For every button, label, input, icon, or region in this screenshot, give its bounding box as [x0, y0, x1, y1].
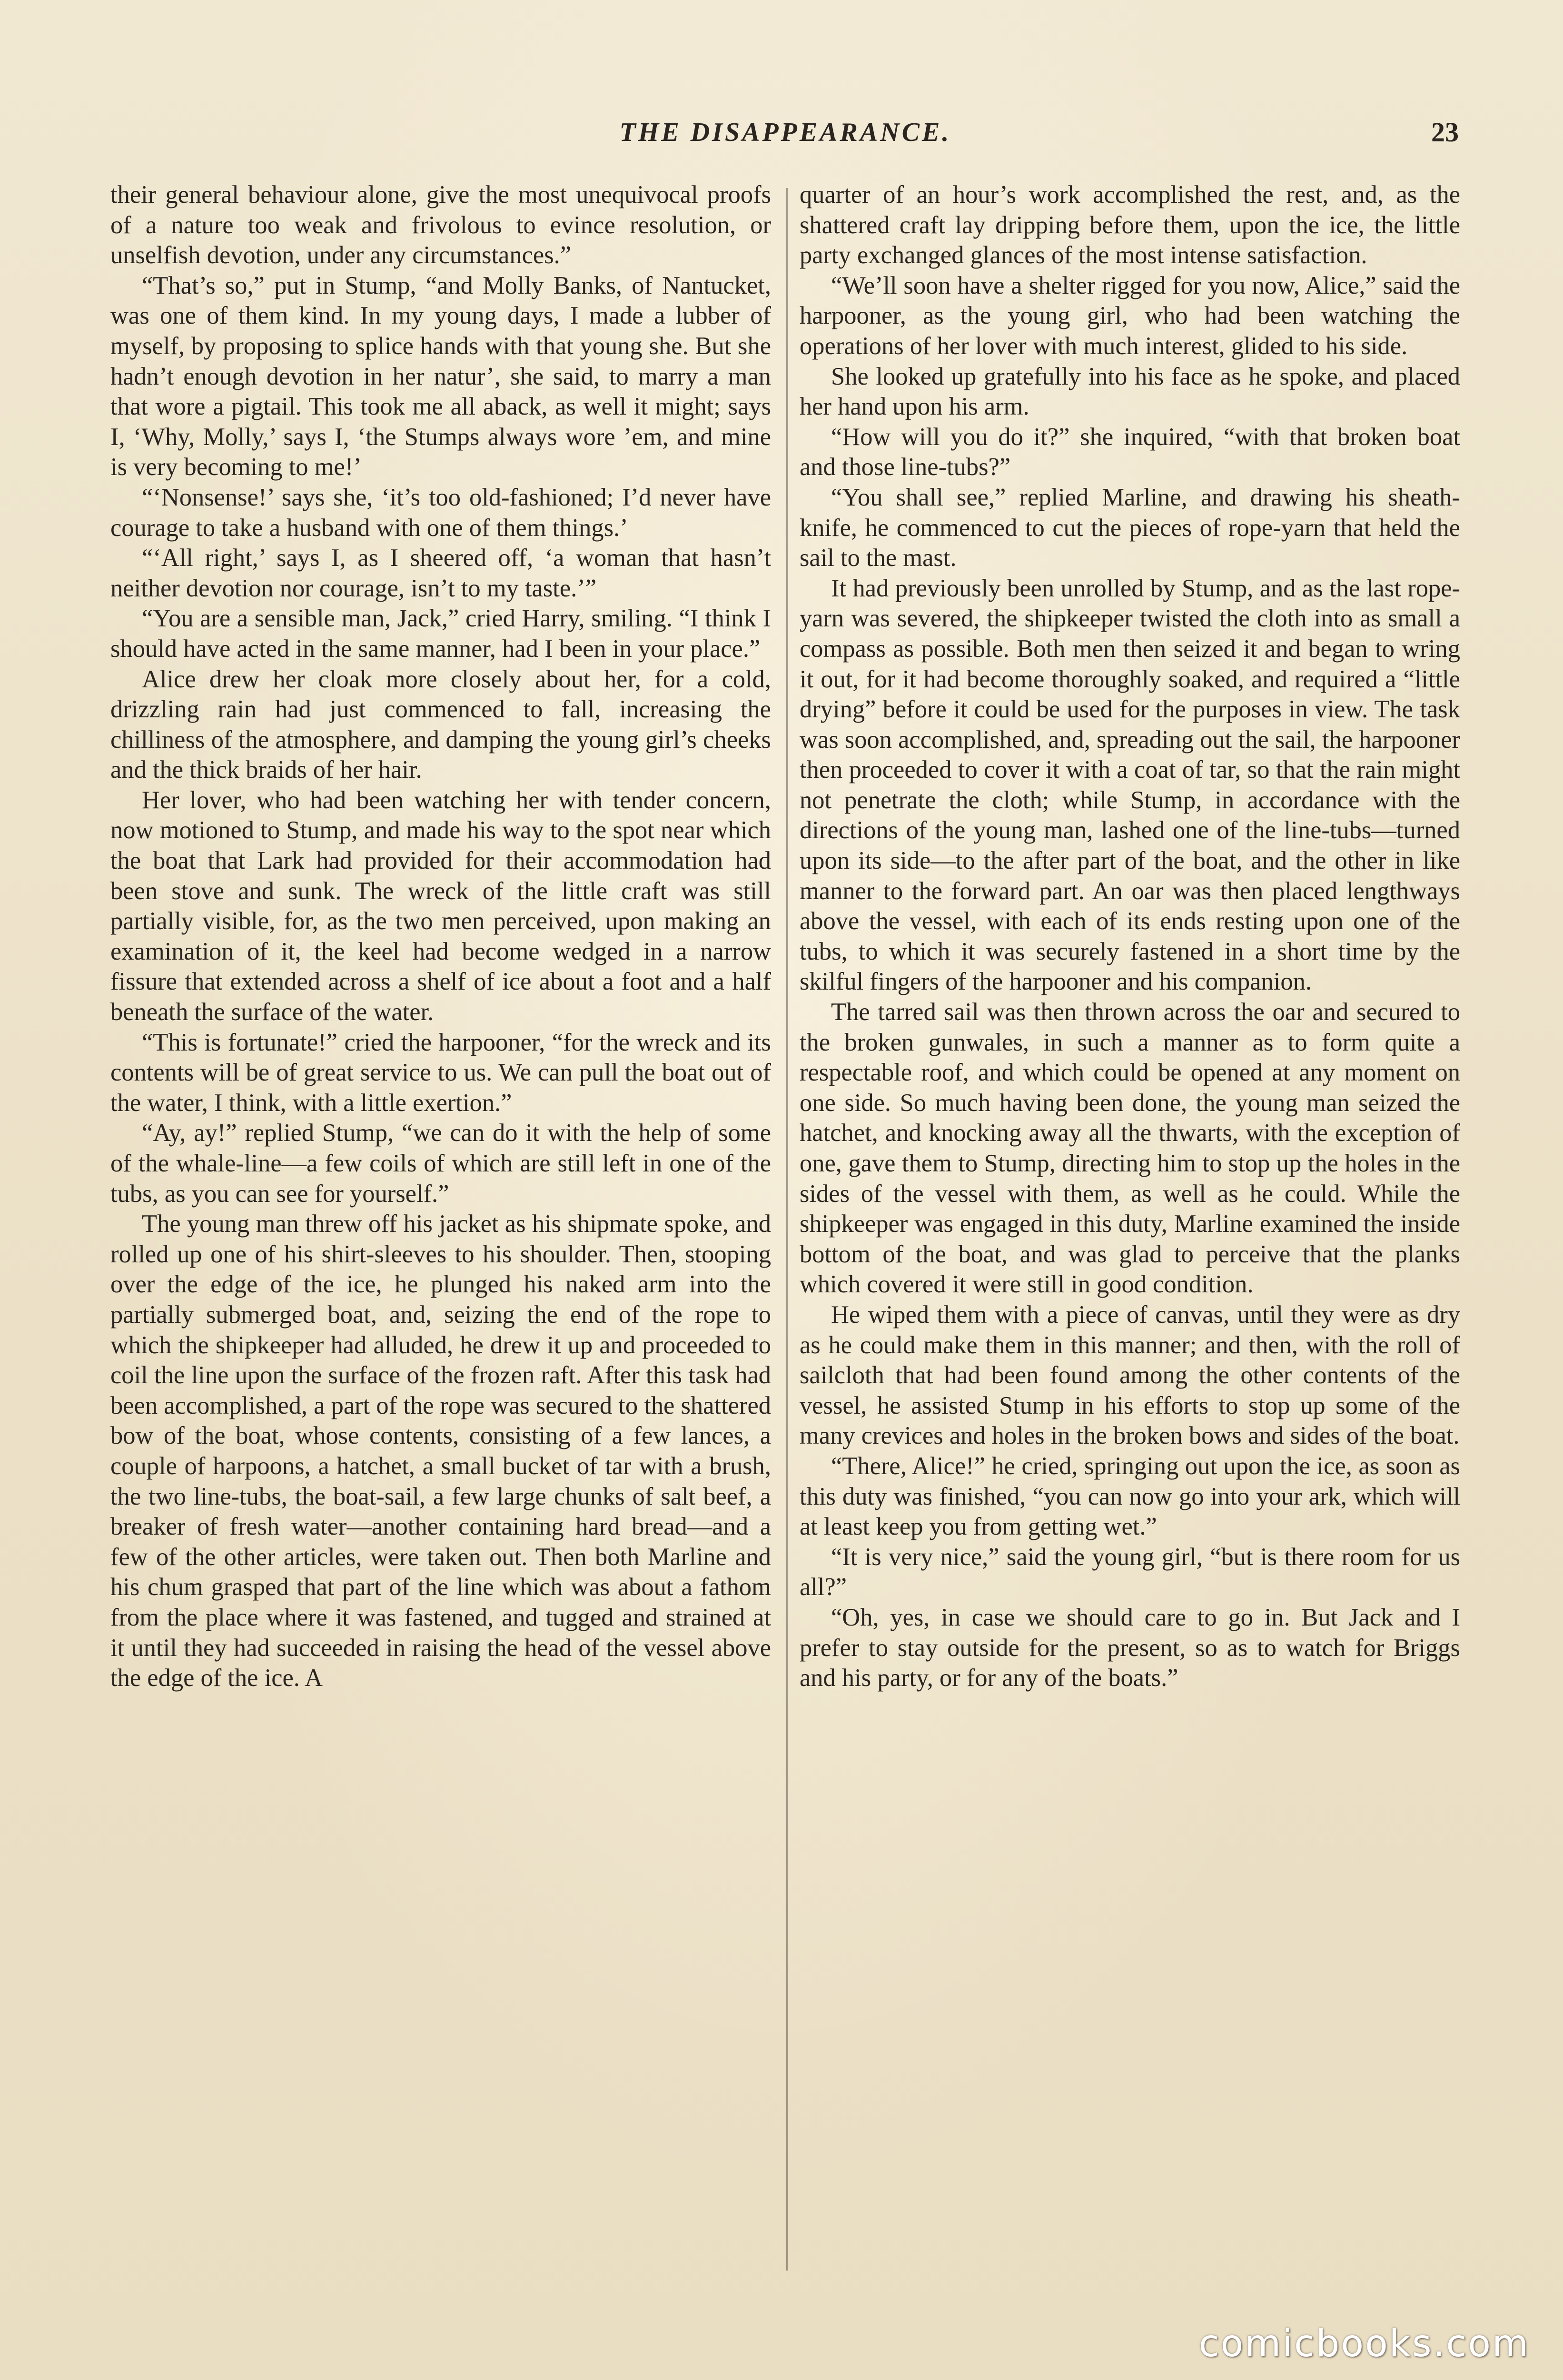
paragraph: quarter of an hour’s work accomplished the rest, and, as the shattered craft lay dripping before them, upon the ice, the little party exchanged glances of the most intense satisfaction.	[800, 181, 1460, 269]
paragraph: Her lover, who had been watching her with tender concern, now motioned to Stump, and made his way to the spot near which the boat that Lark had provided for their accommodation had been stove and sunk. The wreck of the little craft was still partially visible, for, as the two men perceived, upon making an examination of it, the keel had become wedged in a narrow fissure that extended across a shelf of ice about a foot and a half beneath the surface of the water.	[110, 786, 771, 1026]
paragraph: It had previously been unrolled by Stump, and as the last rope-yarn was severed, the shipkeeper twisted the cloth into as small a compass as possible. Both men then seized it and began to wring it out, for it had become thoroughly soaked, and required a “little drying” before it could be used for the purposes in view. The task was soon accomplished, and, spreading out the sail, the harpooner then proceeded to cover it with a coat of tar, so that the rain might not penetrate the cloth; while Stump, in accordance with the directions of the young man, lashed one of the line-tubs—turned upon its side—to the after part of the boat, and the other in like manner to the forward part. An oar was then placed lengthways above the vessel, with each of its ends resting upon one of the tubs, to which it was securely fastened in a short time by the skilful fingers of the harpooner and his companion.	[800, 574, 1460, 996]
paragraph: “That’s so,” put in Stump, “and Molly Banks, of Nantucket, was one of them kind. In my young days, I made a lubber of myself, by proposing to splice hands with that young she. But she hadn’t enough devotion in her natur’, she said, to marry a man that wore a pigtail. This took me all aback, as well it might; says I, ‘Why, Molly,’ says I, ‘the Stumps always wore ’em, and mine is very becoming to me!’	[110, 271, 771, 481]
column-divider	[786, 188, 788, 2271]
paragraph: “We’ll soon have a shelter rigged for you now, Alice,” said the harpooner, as the young girl, who had been watching the operations of her lover with much interest, glided to his side.	[800, 271, 1460, 360]
paragraph: The tarred sail was then thrown across the oar and secured to the broken gunwales, in such a manner as to form quite a respectable roof, and which could be opened at any moment on one side. So much having been done, the young man seized the hatchet, and knocking away all the thwarts, with the exception of one, gave them to Stump, directing him to stop up the holes in the sides of the vessel with them, as well as he could. While the shipkeeper was engaged in this duty, Marline examined the inside bottom of the boat, and was glad to perceive that the planks which covered it were still in good condition.	[800, 998, 1460, 1299]
paragraph: “This is fortunate!” cried the harpooner, “for the wreck and its contents will be of great service to us. We can pull the boat out of the water, I think, with a little exertion.”	[110, 1028, 771, 1117]
paragraph: “How will you do it?” she inquired, “with that broken boat and those line-tubs?”	[800, 423, 1460, 481]
paragraph: “‘All right,’ says I, as I sheered off, ‘a woman that hasn’t neither devotion nor courage, isn’t to my taste.’”	[110, 544, 771, 602]
page-number: 23	[1431, 117, 1459, 148]
paragraph: “You shall see,” replied Marline, and drawing his sheath-knife, he commenced to cut the pieces of rope-yarn that held the sail to the mast.	[800, 483, 1460, 572]
page-header	[112, 113, 1459, 156]
paragraph: The young man threw off his jacket as his shipmate spoke, and rolled up one of his shirt-sleeves to his shoulder. Then, stooping over the edge of the ice, he plunged his naked arm into the partially submerged boat, and, seizing the end of the rope to which the shipkeeper had alluded, he drew it up and proceeded to coil the line upon the surface of the frozen raft. After this task had been accomplished, a part of the rope was secured to the shattered bow of the boat, whose contents, consisting of a few lances, a couple of harpoons, a hatchet, a small bucket of tar with a brush, the two line-tubs, the boat-sail, a few large chunks of salt beef, a breaker of fresh water—another containing hard bread—and a few of the other articles, were taken out. Then both Marline and his chum grasped that part of the line which was about a fathom from the place where it was fastened, and tugged and strained at it until they had succeeded in raising the head of the vessel above the edge of the ice. A	[110, 1210, 771, 1692]
paragraph: “Oh, yes, in case we should care to go in. But Jack and I prefer to stay outside for the present, so as to watch for Briggs and his party, or for any of the boats.”	[800, 1603, 1460, 1692]
paragraph: “‘Nonsense!’ says she, ‘it’s too old-fashioned; I’d never have courage to take a husband with one of them things.’	[110, 483, 771, 542]
paragraph: He wiped them with a piece of canvas, until they were as dry as he could make them in this manner; and then, with the roll of sailcloth that had been found among the other contents of the vessel, he assisted Stump in his efforts to stop up some of the many crevices and holes in the broken bows and sides of the boat.	[800, 1300, 1460, 1450]
paragraph: “Ay, ay!” replied Stump, “we can do it with the help of some of the whale-line—a few coils of which are still left in one of the tubs, as you can see for yourself.”	[110, 1119, 771, 1208]
paragraph: Alice drew her cloak more closely about her, for a cold, drizzling rain had just commenced to fall, increasing the chilliness of the atmosphere, and damping the young girl’s cheeks and the thick braids of her hair.	[110, 665, 771, 784]
watermark: comicbooks.com	[1198, 2322, 1530, 2365]
right-column	[800, 180, 1460, 1694]
left-column	[110, 180, 771, 1694]
paragraph: “You are a sensible man, Jack,” cried Harry, smiling. “I think I should have acted in the same manner, had I been in your place.”	[110, 605, 771, 663]
paragraph: “There, Alice!” he cried, springing out upon the ice, as soon as this duty was finished, “you can now go into your ark, which will at least keep you from getting wet.”	[800, 1452, 1460, 1541]
paragraph: “It is very nice,” said the young girl, “but is there room for us all?”	[800, 1543, 1460, 1601]
paragraph: their general behaviour alone, give the most unequivocal proofs of a nature too weak and frivolous to evince resolution, or unselfish devotion, under any circumstances.”	[110, 181, 771, 269]
paragraph: She looked up gratefully into his face as he spoke, and placed her hand upon his arm.	[800, 362, 1460, 421]
running-title: THE DISAPPEARANCE.	[619, 118, 951, 147]
